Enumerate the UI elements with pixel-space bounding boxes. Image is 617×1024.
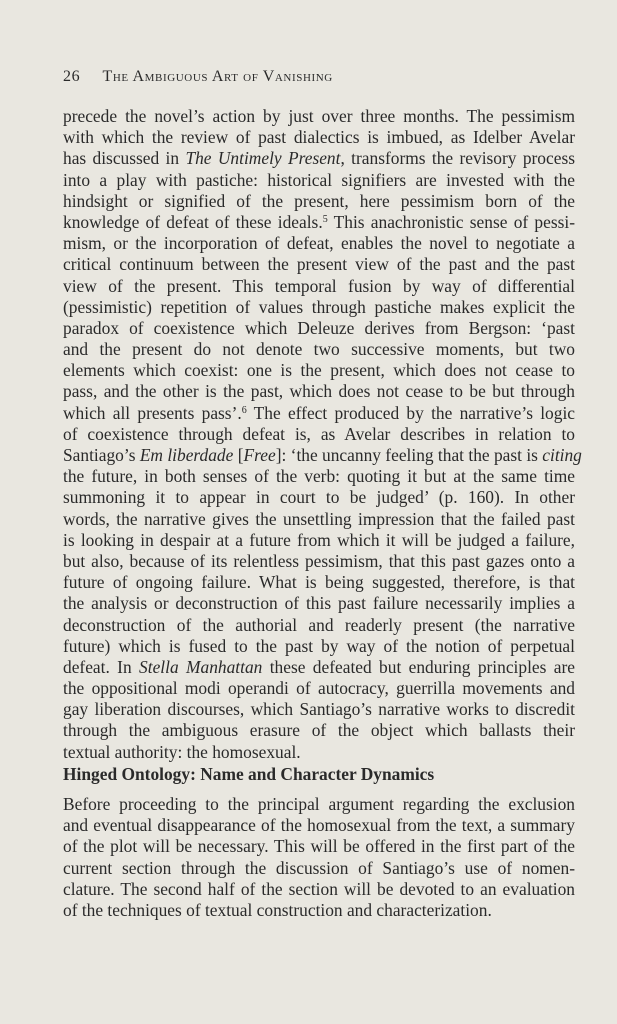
book-title: The Untimely Present	[185, 148, 341, 169]
body-line: Santiago’s Em liberdade [Free]: ‘the uncanny feeling that the past is citing	[63, 445, 582, 465]
body-line: knowledge of defeat of these ideals.$^5$ This anachronistic sense of pessi-	[63, 211, 576, 232]
body-line: into a play with pastiche: historical signifiers are invested with the	[63, 169, 575, 190]
body-line: which all presents pass’.$^6$ The effect produced by the narrative’s logic	[63, 402, 575, 423]
body-line: (pessimistic) repetition of values through pastiche makes explicit the	[63, 296, 575, 317]
body-line: textual authority: the homosexual.	[63, 741, 301, 762]
body-line: of the techniques of textual construction and characterization.	[63, 899, 492, 920]
section-heading: Hinged Ontology: Name and Character Dynamics	[63, 764, 435, 784]
book-title: Em liberdade	[139, 445, 234, 465]
body-line: of coexistence through defeat is, as Avelar describes in relation to	[63, 423, 575, 444]
body-line: deconstruction of the authorial and readerly present (the narrative	[63, 614, 575, 635]
footnote-ref: 6	[241, 404, 247, 416]
emphasis: citing	[542, 445, 582, 465]
footnote-ref: 5	[322, 213, 328, 225]
body-line: through the ambiguous erasure of the object which ballasts their	[63, 720, 575, 741]
translation: Free	[243, 445, 276, 465]
body-line: but also, because of its relentless pessimism, that this past gazes onto a	[63, 550, 575, 571]
body-line: elements which coexist: one is the present, which does not cease to	[63, 360, 575, 381]
body-line: future) which is fused to the past by way of the notion of perpetual	[63, 635, 575, 656]
body-line: summoning it to appear in court to be judged’ (p. 160). In other	[63, 487, 575, 508]
body-line: future of ongoing failure. What is being suggested, therefore, is that	[63, 572, 575, 593]
body-line: words, the narrative gives the unsettling impression that the failed past	[63, 508, 575, 529]
page-number: 26	[63, 68, 81, 85]
body-line: precede the novel’s action by just over three months. The pessimism	[63, 106, 575, 126]
body-line: critical continuum between the present view of the past and the past	[63, 254, 575, 275]
body-line: mism, or the incorporation of defeat, enables the novel to negotiate a	[63, 233, 575, 254]
body-line: of the plot will be necessary. This will be offered in the first part of the	[63, 836, 575, 857]
body-line: gay liberation discourses, which Santiago’s narrative works to discredit	[63, 699, 575, 720]
body-line: has discussed in The Untimely Present, transforms the revisory process	[63, 148, 575, 169]
body-line: pass, and the other is the past, which does not cease to be but through	[63, 381, 575, 402]
section-paragraph	[63, 794, 575, 921]
book-title: Stella Manhattan	[139, 656, 263, 677]
body-line: is looking in despair at a future from which it will be judged a failure,	[63, 529, 575, 550]
body-paragraph	[63, 106, 582, 763]
running-title: The Ambiguous Art of Vanishing	[102, 68, 333, 85]
body-line: with which the review of past dialectics is imbued, as Idelber Avelar	[63, 127, 575, 148]
running-head	[63, 68, 333, 86]
body-line: clature. The second half of the section will be devoted to an evaluation	[63, 878, 575, 899]
body-line: hindsight or signified of the present, here pessimism born of the	[63, 190, 575, 211]
body-line: paradox of coexistence which Deleuze derives from Bergson: ‘past	[63, 317, 575, 338]
body-line: and eventual disappearance of the homosexual from the text, a summary	[63, 815, 575, 836]
body-line: the future, in both senses of the verb: quoting it but at the same time	[63, 466, 575, 487]
body-line: defeat. In Stella Manhattan these defeated but enduring principles are	[63, 656, 575, 677]
body-line: the analysis or deconstruction of this past failure necessarily implies a	[63, 593, 575, 614]
body-line: view of the present. This temporal fusion by way of differential	[63, 275, 575, 296]
body-line: the oppositional modi operandi of autocracy, guerrilla movements and	[63, 678, 575, 699]
body-line: Before proceeding to the principal argument regarding the exclusion	[63, 794, 575, 814]
body-line: and the present do not denote two successive moments, but two	[63, 339, 575, 360]
body-line: current section through the discussion of Santiago’s use of nomen-	[63, 857, 575, 878]
